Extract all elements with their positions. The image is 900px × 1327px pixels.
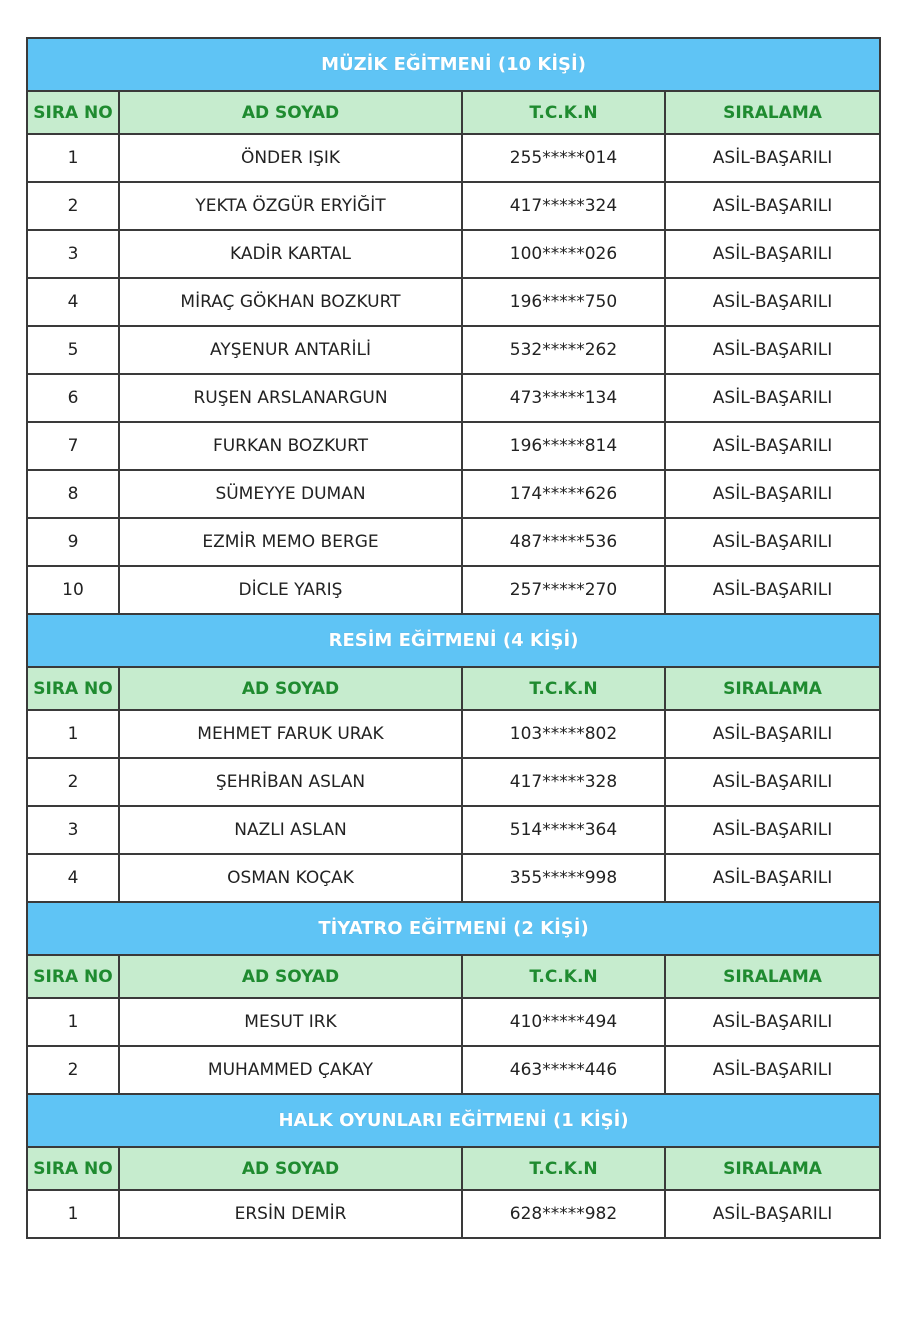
cell-ad-soyad: MEHMET FARUK URAK <box>119 710 462 758</box>
cell-ad-soyad: AYŞENUR ANTARİLİ <box>119 326 462 374</box>
cell-ad-soyad: EZMİR MEMO BERGE <box>119 518 462 566</box>
cell-sira-no: 4 <box>27 854 119 902</box>
cell-ad-soyad: MİRAÇ GÖKHAN BOZKURT <box>119 278 462 326</box>
cell-ad-soyad: KADİR KARTAL <box>119 230 462 278</box>
cell-sira-no: 2 <box>27 1046 119 1094</box>
cell-sira-no: 5 <box>27 326 119 374</box>
cell-ad-soyad: FURKAN BOZKURT <box>119 422 462 470</box>
cell-ad-soyad: ÖNDER IŞIK <box>119 134 462 182</box>
header-tckn: T.C.K.N <box>462 91 665 134</box>
table-row <box>27 1046 880 1094</box>
cell-tckn: 410*****494 <box>462 998 665 1046</box>
cell-sira-no: 6 <box>27 374 119 422</box>
cell-tckn: 257*****270 <box>462 566 665 614</box>
table-row <box>27 326 880 374</box>
section-title: RESİM EĞİTMENİ (4 KİŞİ) <box>27 614 880 667</box>
header-row <box>27 667 880 710</box>
cell-sira-no: 3 <box>27 230 119 278</box>
cell-siralama: ASİL-BAŞARILI <box>665 278 880 326</box>
cell-siralama: ASİL-BAŞARILI <box>665 1190 880 1238</box>
cell-tckn: 196*****750 <box>462 278 665 326</box>
table-row <box>27 998 880 1046</box>
cell-sira-no: 1 <box>27 710 119 758</box>
results-document <box>26 37 879 1239</box>
header-tckn: T.C.K.N <box>462 955 665 998</box>
cell-sira-no: 1 <box>27 134 119 182</box>
cell-sira-no: 2 <box>27 758 119 806</box>
cell-tckn: 103*****802 <box>462 710 665 758</box>
table-row <box>27 758 880 806</box>
cell-siralama: ASİL-BAŞARILI <box>665 998 880 1046</box>
table-row <box>27 278 880 326</box>
cell-sira-no: 1 <box>27 998 119 1046</box>
table-row <box>27 1190 880 1238</box>
table-row <box>27 806 880 854</box>
cell-siralama: ASİL-BAŞARILI <box>665 1046 880 1094</box>
cell-tckn: 174*****626 <box>462 470 665 518</box>
header-siralama: SIRALAMA <box>665 91 880 134</box>
cell-siralama: ASİL-BAŞARILI <box>665 806 880 854</box>
cell-tckn: 628*****982 <box>462 1190 665 1238</box>
table-row <box>27 230 880 278</box>
cell-ad-soyad: ŞEHRİBAN ASLAN <box>119 758 462 806</box>
cell-siralama: ASİL-BAŞARILI <box>665 470 880 518</box>
table-row <box>27 134 880 182</box>
cell-sira-no: 4 <box>27 278 119 326</box>
cell-tckn: 463*****446 <box>462 1046 665 1094</box>
header-sira-no: SIRA NO <box>27 1147 119 1190</box>
cell-tckn: 487*****536 <box>462 518 665 566</box>
cell-ad-soyad: ERSİN DEMİR <box>119 1190 462 1238</box>
table-row <box>27 518 880 566</box>
table-row <box>27 182 880 230</box>
cell-siralama: ASİL-BAŞARILI <box>665 134 880 182</box>
cell-sira-no: 1 <box>27 1190 119 1238</box>
header-row <box>27 91 880 134</box>
cell-siralama: ASİL-BAŞARILI <box>665 758 880 806</box>
table-row <box>27 854 880 902</box>
cell-siralama: ASİL-BAŞARILI <box>665 374 880 422</box>
cell-tckn: 100*****026 <box>462 230 665 278</box>
cell-siralama: ASİL-BAŞARILI <box>665 854 880 902</box>
cell-tckn: 355*****998 <box>462 854 665 902</box>
cell-ad-soyad: NAZLI ASLAN <box>119 806 462 854</box>
section-title-row <box>27 614 880 667</box>
section-title: HALK OYUNLARI EĞİTMENİ (1 KİŞİ) <box>27 1094 880 1147</box>
table-row <box>27 422 880 470</box>
section-title-row <box>27 38 880 91</box>
header-sira-no: SIRA NO <box>27 667 119 710</box>
section-title-row <box>27 902 880 955</box>
cell-ad-soyad: SÜMEYYE DUMAN <box>119 470 462 518</box>
cell-siralama: ASİL-BAŞARILI <box>665 326 880 374</box>
cell-tckn: 532*****262 <box>462 326 665 374</box>
header-tckn: T.C.K.N <box>462 1147 665 1190</box>
header-row <box>27 1147 880 1190</box>
cell-siralama: ASİL-BAŞARILI <box>665 566 880 614</box>
section-title: TİYATRO EĞİTMENİ (2 KİŞİ) <box>27 902 880 955</box>
cell-siralama: ASİL-BAŞARILI <box>665 422 880 470</box>
header-ad-soyad: AD SOYAD <box>119 91 462 134</box>
results-table <box>26 37 881 1239</box>
cell-siralama: ASİL-BAŞARILI <box>665 230 880 278</box>
cell-sira-no: 8 <box>27 470 119 518</box>
section-title-row <box>27 1094 880 1147</box>
header-siralama: SIRALAMA <box>665 1147 880 1190</box>
cell-sira-no: 2 <box>27 182 119 230</box>
header-sira-no: SIRA NO <box>27 91 119 134</box>
table-row <box>27 566 880 614</box>
header-ad-soyad: AD SOYAD <box>119 1147 462 1190</box>
cell-tckn: 473*****134 <box>462 374 665 422</box>
cell-tckn: 514*****364 <box>462 806 665 854</box>
header-sira-no: SIRA NO <box>27 955 119 998</box>
table-row <box>27 374 880 422</box>
cell-tckn: 417*****328 <box>462 758 665 806</box>
cell-tckn: 196*****814 <box>462 422 665 470</box>
cell-ad-soyad: MUHAMMED ÇAKAY <box>119 1046 462 1094</box>
header-siralama: SIRALAMA <box>665 955 880 998</box>
header-siralama: SIRALAMA <box>665 667 880 710</box>
cell-siralama: ASİL-BAŞARILI <box>665 518 880 566</box>
header-ad-soyad: AD SOYAD <box>119 955 462 998</box>
section-title: MÜZİK EĞİTMENİ (10 KİŞİ) <box>27 38 880 91</box>
cell-ad-soyad: YEKTA ÖZGÜR ERYİĞİT <box>119 182 462 230</box>
cell-tckn: 417*****324 <box>462 182 665 230</box>
cell-sira-no: 9 <box>27 518 119 566</box>
cell-sira-no: 10 <box>27 566 119 614</box>
table-row <box>27 710 880 758</box>
table-row <box>27 470 880 518</box>
header-row <box>27 955 880 998</box>
cell-sira-no: 3 <box>27 806 119 854</box>
cell-ad-soyad: MESUT IRK <box>119 998 462 1046</box>
header-tckn: T.C.K.N <box>462 667 665 710</box>
header-ad-soyad: AD SOYAD <box>119 667 462 710</box>
cell-ad-soyad: DİCLE YARIŞ <box>119 566 462 614</box>
cell-siralama: ASİL-BAŞARILI <box>665 710 880 758</box>
cell-sira-no: 7 <box>27 422 119 470</box>
cell-tckn: 255*****014 <box>462 134 665 182</box>
cell-ad-soyad: OSMAN KOÇAK <box>119 854 462 902</box>
cell-siralama: ASİL-BAŞARILI <box>665 182 880 230</box>
cell-ad-soyad: RUŞEN ARSLANARGUN <box>119 374 462 422</box>
